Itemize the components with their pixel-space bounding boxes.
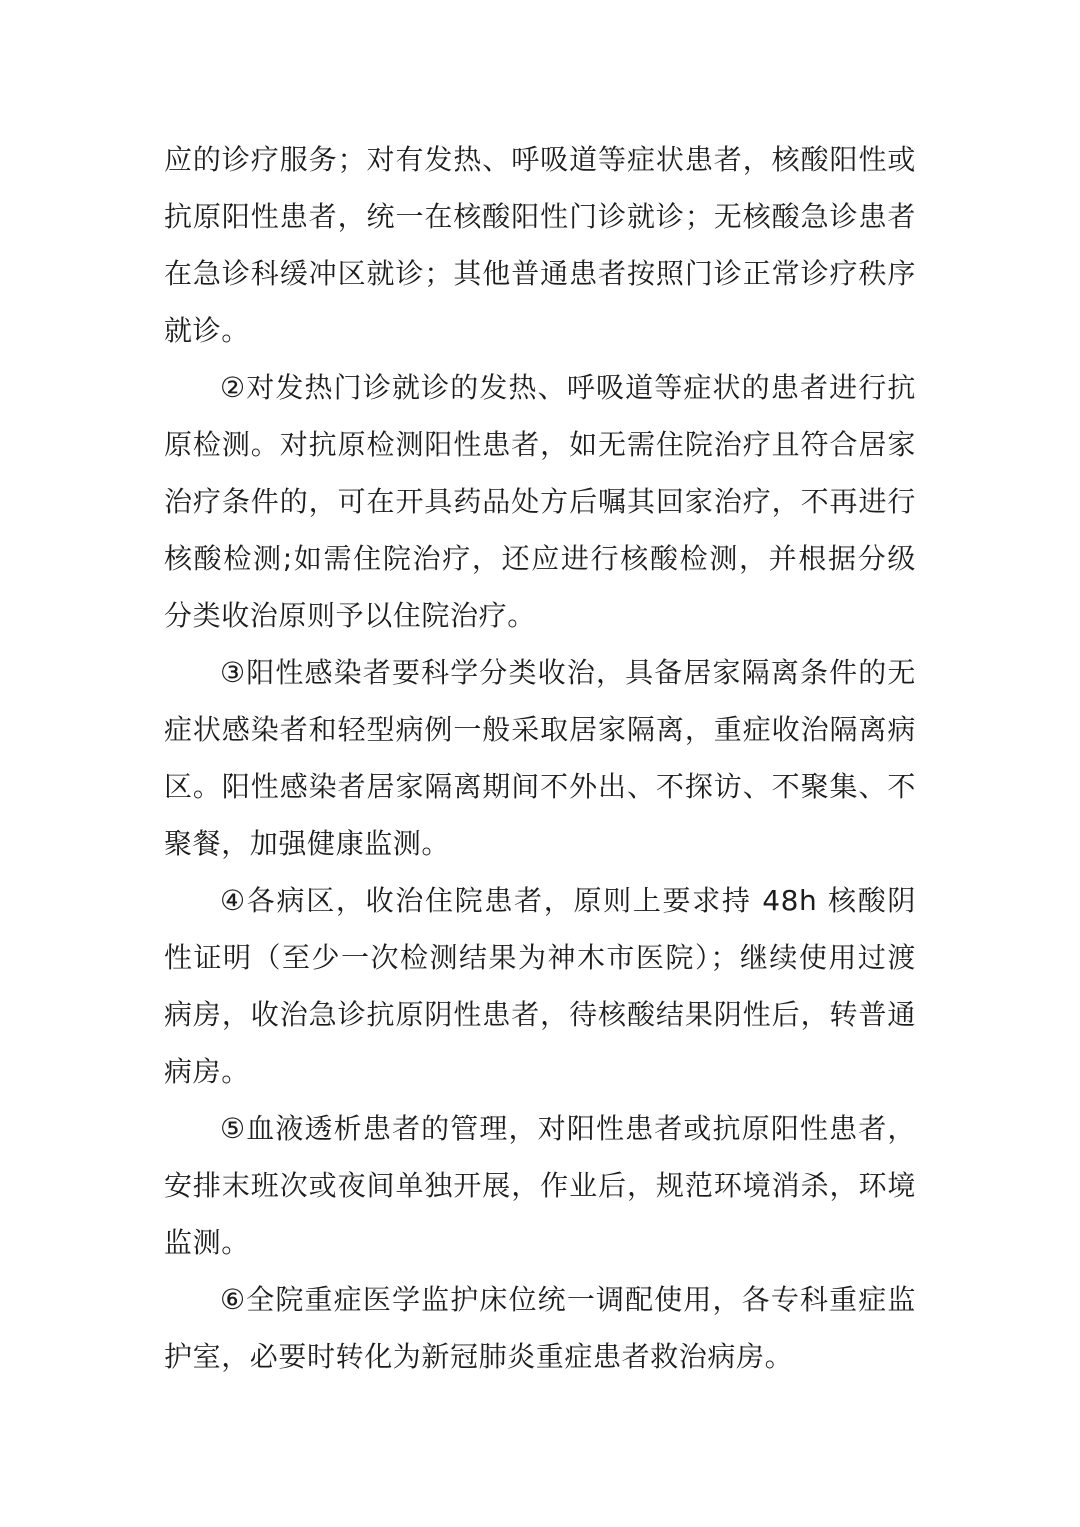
paragraph-item-2: ②对发热门诊就诊的发热、呼吸道等症状的患者进行抗原检测。对抗原检测阳性患者，如无需住院治疗且符合居家治疗条件的，可在开具药品处方后嘱其回家治疗，不再进行核酸检测;如需住院治疗，还应进行核酸检测，并根据分级分类收治原则予以住院治疗。	[164, 371, 916, 632]
paragraph-continuation: 应的诊疗服务；对有发热、呼吸道等症状患者，核酸阳性或抗原阳性患者，统一在核酸阳性门诊就诊；无核酸急诊患者在急诊科缓冲区就诊；其他普通患者按照门诊正常诊疗秩序就诊。	[164, 143, 916, 347]
document-page	[164, 131, 916, 1385]
paragraph-item-3: ③阳性感染者要科学分类收治，具备居家隔离条件的无症状感染者和轻型病例一般采取居家隔离，重症收治隔离病区。阳性感染者居家隔离期间不外出、不探访、不聚集、不聚餐，加强健康监测。	[164, 656, 916, 860]
paragraph-item-6: ⑥全院重症医学监护床位统一调配使用，各专科重症监护室，必要时转化为新冠肺炎重症患者救治病房。	[164, 1283, 916, 1373]
paragraph-item-5: ⑤血液透析患者的管理，对阳性患者或抗原阳性患者，安排末班次或夜间单独开展，作业后，规范环境消杀，环境监测。	[164, 1112, 916, 1259]
paragraph-item-4: ④各病区，收治住院患者，原则上要求持 48h 核酸阴性证明（至少一次检测结果为神木市医院）；继续使用过渡病房，收治急诊抗原阴性患者，待核酸结果阴性后，转普通病房。	[164, 884, 916, 1088]
